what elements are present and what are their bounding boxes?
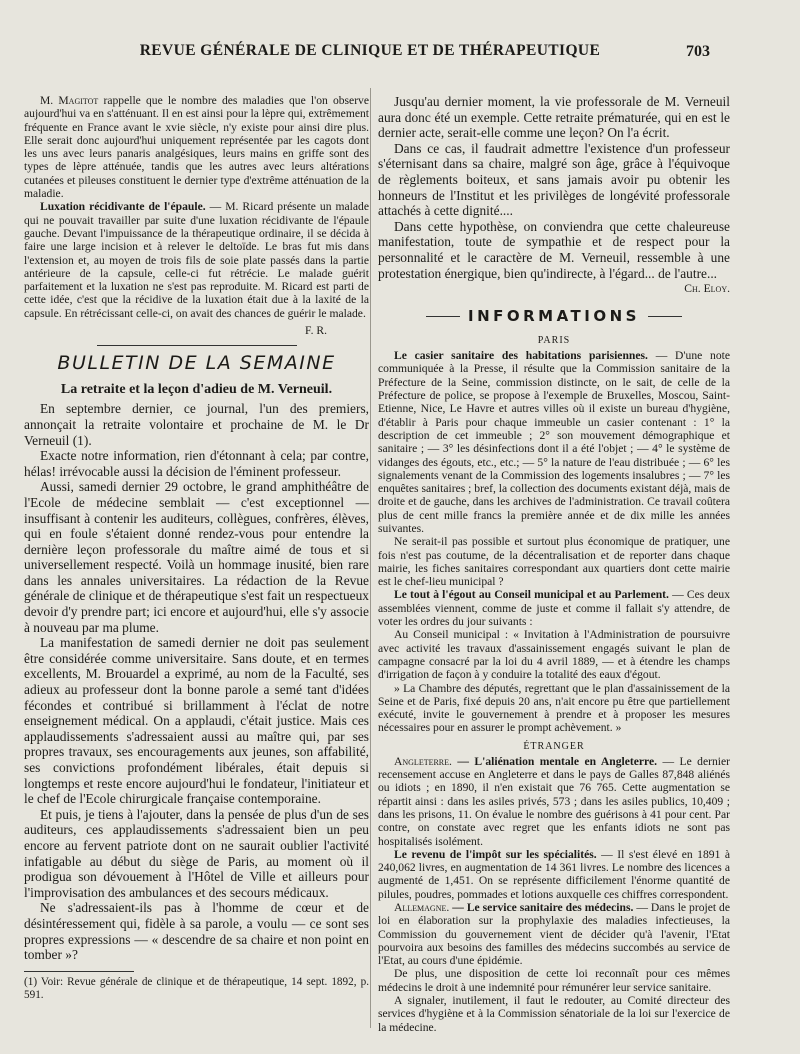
column-divider — [370, 88, 371, 1028]
news-text: — D'une note communiquée à la Presse, il résulte que la Commission sanitaire de la Préfecture de la Seine, commission distincte, on le sait, de celle de la Préfecture de police, se propose à l'exemple de Bruxelles, Moscou, Saint-Etienne, Nice, Le Havre et autres villes où il existe un bureau d'hygiène, d'établir à Paris pour chaque immeuble un casier contenant : 1° la description de cet immeuble ; 2° son mouvement démographique et sanitaire ; — 3° les désinfections dont il a été l'objet ; — 4° le système de vidanges des égouts, etc., etc.; — 5° la nature de l'eau distribuée ; — 6° les signalements venant de la Commission des logements insalubres ; — 7° les enquêtes sanitaires ; bref, la collection des documents existant déjà, mais de droite et de gauche, dans les archives de l'administration. Ce travail coûtera plus de cent mille francs la première année et de dix mille les années suivantes. — [378, 349, 730, 535]
article-paragraph: Exacte notre information, rien d'étonnant à cela; par contre, hélas! irrévocable aussi la décision de l'éminent professeur. — [24, 448, 369, 479]
news-text: — Il s'est élevé en 1891 à 240,062 livres, en augmentation de 14 361 livres. Le nombre des licences a augmenté de 1,451. On se représente difficilement l'énorme quantité de pilules, poudres, pommades et lotions auxquelle ces chiffres correspondent. — [378, 847, 730, 901]
left-column — [24, 94, 369, 1002]
article-paragraph: Dans ce cas, il faudrait admettre l'existence d'un professeur s'éternisant dans sa chaire, malgré son âge, grâce à l'équivoque de règlements boiteux, et sans jamais avoir pu obtenir les honneurs de l'Institut et les privilèges de longévité professorale attachés à cette dignité.... — [378, 140, 730, 219]
news-item-casier — [378, 349, 730, 535]
news-text: — Le dernier recensement accuse en Angleterre et dans le pays de Galles 87,848 aliénés ou idiots ; en 1890, il n'en existait que 76 765. Cette augmentation se répartit ainsi : dans les asiles privés, 573 ; dans les asiles publics, 10,409 ; dans les prisons, 11. On évalue le nombre des guérisons à 41 pour cent. Par contre, on constate avec regret que les enfants idiots ne sont pas hospitalisés isolément. — [378, 754, 731, 848]
news-item-allemagne — [378, 901, 730, 967]
news-text: — Ces deux assemblées viennent, comme de juste et comme il fallait s'y attendre, de voter les ordres du jour suivants : — [378, 588, 730, 629]
section-etranger: ÉTRANGER — [523, 740, 585, 752]
paragraph-magitot-text: rappelle que le nombre des maladies que l'on observe aujourd'hui va en s'atténuant. Il en est ainsi pour la lèpre qui, extrêmement fréquente en France avant le xvie siècle, n'y existe pour ainsi dire plus. Elle serait donc aujourd'hui uniquement représentée par les cagots dont les uns avec leurs panaris analgésiques, leurs mains en griffe sont des types de lèpre atténuée, tandis que les autres avec leurs altérations cutanées et pileuses constituent le dernier type d'extrême atténuation de la maladie. — [24, 94, 370, 201]
news-heading: Le casier sanitaire des habitations parisiennes. — [394, 349, 648, 363]
running-title: REVUE GÉNÉRALE DE CLINIQUE ET DE THÉRAPEUTIQUE — [139, 42, 601, 59]
right-column — [378, 94, 730, 1034]
news-place: Allemagne. — [394, 901, 450, 914]
news-text: — Dans le projet de loi en élaboration sur la prophylaxie des maladies infectieuses, la Commission du gouvernement vient de décider qu'à l'avenir, l'Etat pourvoira aux besoins des familles des médecins succombés au service de l'Etat, au cours d'une épidémie. — [378, 901, 731, 968]
news-paragraph: Ne serait-il pas possible et surtout plus économique de pratiquer, une fois n'est pas coutume, de la décentralisation et de reporter dans chaque mairie, les fiches sanitaires correspondant aux quartiers dont cette mairie est le chef-lieu municipal ? — [378, 535, 730, 589]
article-paragraph: Dans cette hypothèse, on conviendra que cette chaleureuse manifestation, toute de sympathie et de respect pour la personnalité et le caractère de M. Verneuil, ressemble à une protestation énergique, bien qu'indirecte, à l'égard... de l'autre... — [378, 218, 730, 281]
news-paragraph: A signaler, inutilement, il faut le redouter, au Comité directeur des services d'hygiène et à la Commission sénatoriale de la loi sur l'exercice de la médecine. — [378, 994, 730, 1034]
article-paragraph: Et puis, je tiens à l'ajouter, dans la pensée de plus d'un de ses auditeurs, ces applaudissements s'adressaient bien un peu encore au fervent patriote dont on ne saurait oublier l'activité infatigable au début du siège de Paris, au moment où il prodigua son dévouement à l'Hôtel de Ville et ailleurs pour l'improvisation des ambulances et des secours médicaux. — [24, 806, 369, 900]
article-paragraph: Jusqu'au dernier moment, la vie professorale de M. Verneuil aura donc été un exemple. Cette retraite prématurée, qui en est le dernier acte, serait-elle comme une leçon? On l'a écrit. — [378, 94, 730, 141]
signature-eloy: Ch. Eloy. — [684, 282, 730, 296]
signature-fr: F. R. — [305, 324, 327, 338]
news-place: Angleterre. — [394, 754, 452, 768]
article-paragraph: La manifestation de samedi dernier ne doit pas seulement être considérée comme universitaire. Sans doute, et en termes excellents, M. Brouardel a exprimé, au nom de la Faculté, ses adieux au professeur dont la bonne parole a semé tant d'idées fécondes et contribué si brillamment à l'éclat de notre enseignement médical. On a applaudi, c'était justice. Mais ces applaudissements s'adressaient aussi au maître qui, par ses propres travaux, ses encouragements aux jeunes, son affabilité, ses convictions profondément libérales, était depuis si longtemps et reste encore aujourd'hui le fondateur, l'initiateur et le chef de l'Ecole chirurgicale française contemporaine. — [24, 635, 369, 807]
section-paris: PARIS — [537, 335, 571, 347]
name-magitot: M. Magitot — [40, 94, 99, 107]
article-title: La retraite et la leçon d'adieu de M. Verneuil. — [60, 382, 333, 398]
bulletin-title: BULLETIN DE LA SEMAINE — [57, 352, 336, 375]
paragraph-luxation — [24, 200, 369, 320]
news-item-egout — [378, 588, 730, 628]
news-heading: — L'aliénation mentale en Angleterre. — [457, 754, 658, 768]
bulletin-rule — [97, 345, 297, 346]
paragraph-luxation-text: — M. Ricard présente un malade qui ne pouvait travailler par suite d'une luxation récidivante de l'épaule gauche. Devant l'impuissance de la thérapeutique ordinaire, il se décida à faire une large incision et à relever le deltoïde. Le bras fut mis dans l'extension et, au moyen de trois fils de soie plate passés dans la partie antérieure de la capsule, celle-ci fut rétrécie. Le malade guérit parfaitement et la luxation ne s'est pas reproduite. M. Ricard est parti de cette idée, c'est que la récidive de la luxation était due à la laxité de la capsule. En rétrécissant celle-ci, on avait des chances de guérir le malade. — [24, 200, 369, 320]
article-paragraph: Aussi, samedi dernier 29 octobre, le grand amphithéâtre de l'Ecole de médecine semblait — c'est exceptionnel — insuffisant à contenir les auditeurs, collègues, confrères, élèves, qui en foule s'étaient donné rendez-vous pour entendre la dernière leçon professorale du maître aimé de tous et si universellement respecté. Voilà un hommage inusité, bien rare dans les annales universitaires. La rédaction de la Revue générale de clinique et de thérapeutique s'est fait un respectueux devoir d'y prendre part; ici encore et aujourd'hui, elle s'y associe à nouveau par ma plume. — [24, 479, 369, 635]
footnote: (1) Voir: Revue générale de clinique et de thérapeutique, 14 sept. 1892, p. 591. — [24, 975, 369, 1001]
article-paragraph: Ne s'adressaient-ils pas à l'homme de cœur et de désintéressement qui, fidèle à sa parole, a voulu — ce sont ses propres expressions — « descendre de sa chaire et non point en tomber »? — [24, 900, 369, 963]
news-heading: Le revenu de l'impôt sur les spécialités. — [394, 847, 597, 861]
news-paragraph: De plus, une disposition de cette loi reconnaît pour ces mêmes médecins le droit à une indemnité pour rémunérer leur service sanitaire. — [378, 967, 730, 994]
news-item-angleterre — [378, 755, 730, 848]
page-number: 703 — [686, 43, 710, 60]
footnote-rule — [24, 971, 134, 972]
news-item-impot — [378, 848, 730, 901]
informations-title: INFORMATIONS — [378, 307, 730, 325]
news-heading: Le tout à l'égout au Conseil municipal et au Parlement. — [394, 588, 669, 602]
paragraph-magitot — [24, 94, 369, 200]
heading-luxation: Luxation récidivante de l'épaule. — [40, 200, 206, 214]
news-heading: — Le service sanitaire des médecins. — [452, 901, 634, 914]
article-paragraph: En septembre dernier, ce journal, l'un des premiers, annonçait la retraite volontaire et prochaine de M. le Dr Verneuil (1). — [24, 401, 369, 448]
news-paragraph: Au Conseil municipal : « Invitation à l'Administration de poursuivre avec activité les travaux d'assainissement engagés suivant le plan de campagne consacré par la loi du 4 avril 1889, — et à étendre les champs d'irrigation de façon à y conduire la totalité des eaux d'égout. — [378, 628, 730, 682]
news-paragraph: » La Chambre des députés, regrettant que le plan d'assainissement de la Seine et de Paris, fixé depuis 20 ans, n'ait encore pu être que partiellement exécuté, invite le gouvernement à prendre et à proposer les mesures nécessaires pour en assurer le prompt achèvement. » — [378, 681, 730, 735]
